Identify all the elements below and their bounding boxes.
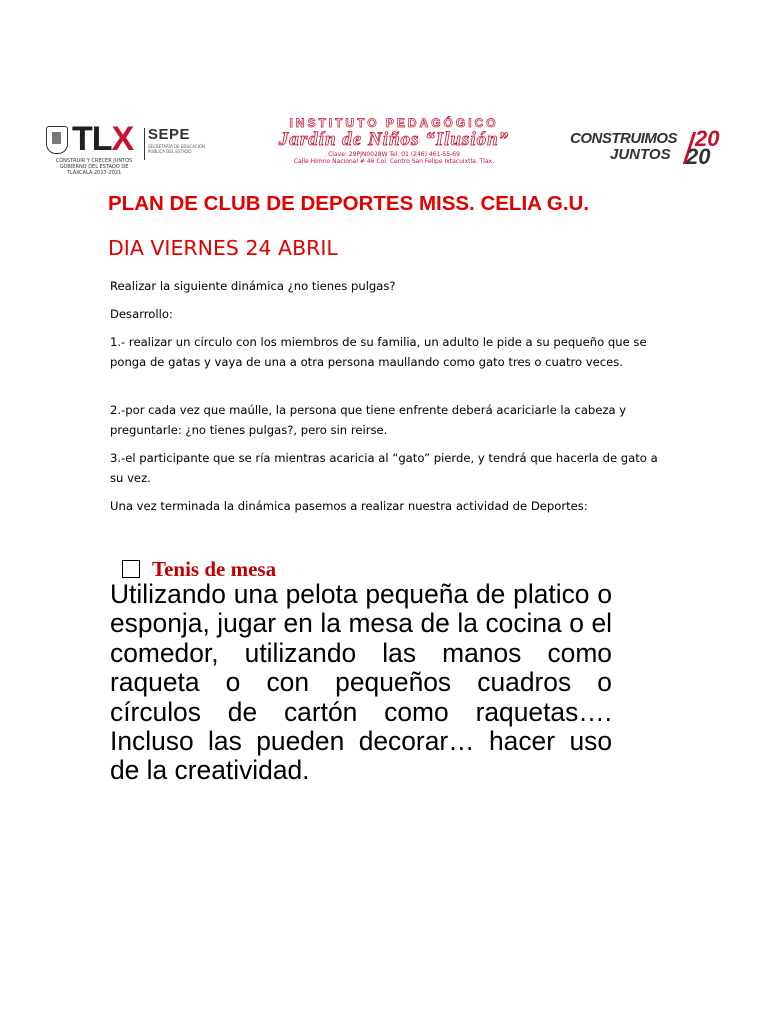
school-clave: Clave: 29PJN0028W Tel. 01 (246) 461-55-69 (328, 151, 460, 158)
step-1-paragraph: 1.- realizar un círculo con los miembros de su familia, un adulto le pide a su pequeño que se ponga de gatas y vaya de una a otra persona maullando como gato tres o cuatro veces. (110, 335, 647, 369)
document-date: DIA VIERNES 24 ABRIL (108, 236, 338, 260)
sepe-logo-text: SEPE (148, 126, 191, 143)
activity-heading: Tenis de mesa (152, 557, 277, 581)
tlx-logo-text: TLX (72, 120, 134, 158)
sepe-subtitle: SECRETARÍA DE EDUCACIÓN PÚBLICA DEL ESTADO (148, 144, 205, 154)
step-2-paragraph: 2.-por cada vez que maúlle, la persona que tiene enfrente deberá acariciarle la cabeza y preguntarle: ¿no tienes pulgas?, pero sin reirse. (110, 403, 627, 437)
step-3-paragraph: 3.-el participante que se ría mientras acaricia al “gato” pierde, y tendrá que hacerla de gato a su vez. (110, 451, 658, 485)
institute-name: INSTITUTO PEDAGÓGICO (289, 116, 499, 130)
school-address: Calle Himno Nacional # 46 Col. Centro San Felipe Ixtacuixtla, Tlax. (293, 158, 495, 165)
checkbox-bullet-icon (122, 560, 140, 578)
intro-paragraph: Realizar la siguiente dinámica ¿no tienes pulgas? (110, 279, 396, 293)
closing-paragraph: Una vez terminada la dinámica pasemos a realizar nuestra actividad de Deportes: (110, 499, 588, 513)
school-name: Jardín de Niños “Ilusión” (278, 129, 510, 150)
document-title: PLAN DE CLUB DE DEPORTES MISS. CELIA G.U. (108, 192, 590, 215)
desarrollo-label: Desarrollo: (110, 307, 173, 321)
construimos-juntos-logo (570, 126, 740, 170)
tlx-tagline: CONSTRUIR Y CRECER JUNTOS GOBIERNO DEL ESTADO DE TLAXCALA 2017-2021 (55, 158, 133, 176)
slogan-line1: CONSTRUIMOS (570, 130, 677, 147)
document-header (46, 116, 736, 176)
institute-letterhead (224, 116, 564, 176)
logo-divider (144, 128, 145, 160)
tlx-sepe-logo (46, 120, 205, 176)
slogan-year-bottom: 20 (686, 144, 711, 169)
tlx-logo-x: X (111, 120, 134, 158)
tlaxcala-shield-icon (46, 126, 68, 154)
slogan-year-top: 20 (695, 126, 720, 151)
activity-description: Utilizando una pelota pequeña de platico o esponja, jugar en la mesa de la cocina o el comedor, utilizando las manos como raqueta o con pequeños cuadros o círculos de cartón como raquetas…. Incluso las pueden decorar… hacer uso de la creatividad. (110, 579, 612, 786)
slogan-line2: JUNTOS (610, 146, 671, 163)
